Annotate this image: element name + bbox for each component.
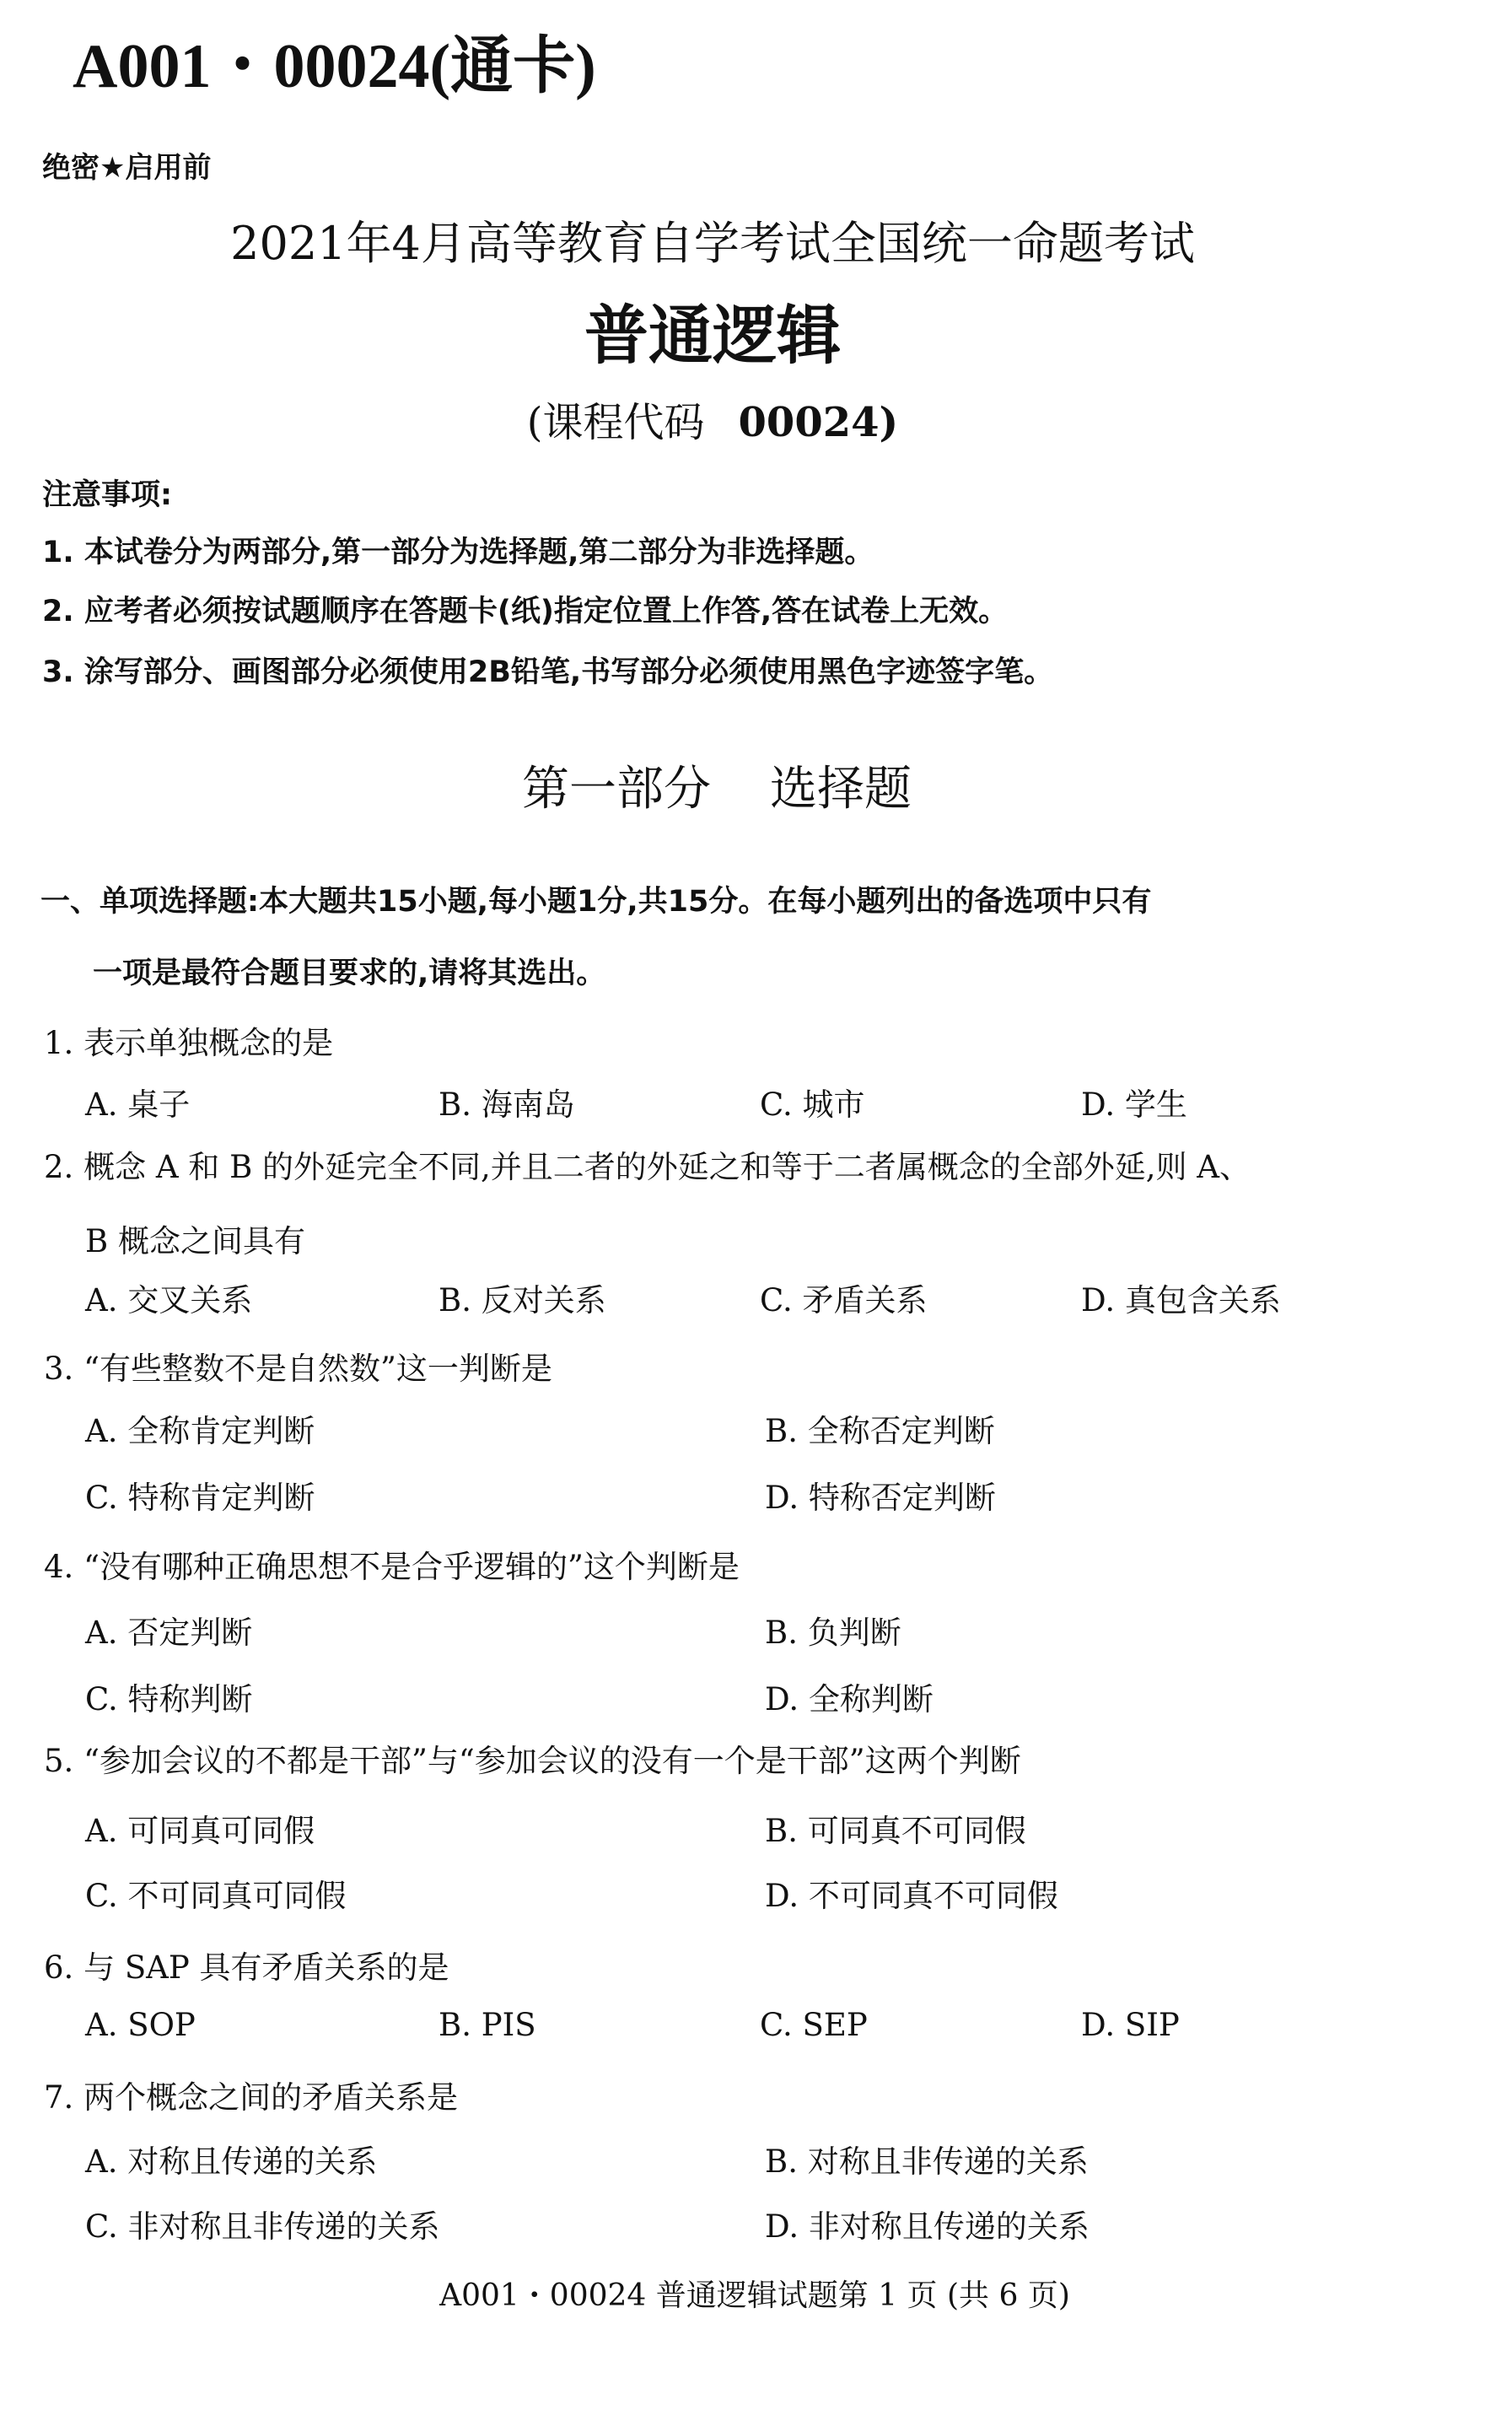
paper-code: A001・00024(通卡) xyxy=(73,32,596,101)
option: C. 矛盾关系 xyxy=(760,1282,928,1318)
option: C. SEP xyxy=(760,2007,868,2043)
option: D. 特称否定判断 xyxy=(765,1480,996,1516)
note-item: 2. 应考者必须按试题顺序在答题卡(纸)指定位置上作答,答在试卷上无效。 xyxy=(42,595,1009,628)
question-stem-cont: B 概念之间具有 xyxy=(85,1223,305,1259)
option: D. 不可同真不可同假 xyxy=(765,1878,1058,1914)
option: C. 特称判断 xyxy=(85,1681,253,1717)
subject-title: 普通逻辑 xyxy=(584,298,841,373)
page-footer: A001・00024 普通逻辑试题第 1 页 (共 6 页) xyxy=(439,2278,1070,2313)
option: B. PIS xyxy=(439,2007,536,2043)
option: D. 非对称且传递的关系 xyxy=(765,2208,1090,2245)
option: D. SIP xyxy=(1081,2007,1180,2043)
part-label: 第一部分 xyxy=(522,762,711,817)
secret-label: 绝密★启用前 xyxy=(42,151,212,185)
option: C. 特称肯定判断 xyxy=(85,1480,315,1516)
option: B. 海南岛 xyxy=(439,1086,575,1123)
option: D. 全称判断 xyxy=(765,1681,934,1717)
option: D. 学生 xyxy=(1081,1086,1187,1123)
option: B. 全称否定判断 xyxy=(765,1413,995,1449)
part-title: 选择题 xyxy=(770,762,912,817)
question-stem: 1. 表示单独概念的是 xyxy=(44,1025,334,1061)
option: A. SOP xyxy=(85,2007,196,2043)
question-stem: 3. “有些整数不是自然数”这一判断是 xyxy=(44,1351,552,1387)
option: C. 城市 xyxy=(760,1086,865,1123)
course-code xyxy=(0,399,1425,446)
exam-title: 2021年4月高等教育自学考试全国统一命题考试 xyxy=(230,217,1195,270)
section-instructions: 一、单项选择题:本大题共15小题,每小题1分,共15分。在每小题列出的备选项中只有 xyxy=(40,885,1152,919)
question-stem: 5. “参加会议的不都是干部”与“参加会议的没有一个是干部”这两个判断 xyxy=(44,1743,1021,1779)
option: A. 全称肯定判断 xyxy=(85,1413,315,1449)
option: C. 不可同真可同假 xyxy=(85,1878,347,1914)
option: B. 对称且非传递的关系 xyxy=(765,2143,1089,2180)
question-stem: 2. 概念 A 和 B 的外延完全不同,并且二者的外延之和等于二者属概念的全部外延,则 A、 xyxy=(44,1149,1251,1185)
note-item: 3. 涂写部分、画图部分必须使用2B铅笔,书写部分必须使用黑色字迹签字笔。 xyxy=(42,655,1054,689)
option: A. 否定判断 xyxy=(85,1615,253,1651)
question-stem: 6. 与 SAP 具有矛盾关系的是 xyxy=(44,1949,449,1986)
option: B. 可同真不可同假 xyxy=(765,1813,1026,1849)
course-label: (课程代码 xyxy=(526,399,705,446)
option: B. 负判断 xyxy=(765,1615,901,1651)
option: D. 真包含关系 xyxy=(1081,1282,1281,1318)
option: A. 交叉关系 xyxy=(85,1282,253,1318)
option: A. 桌子 xyxy=(85,1086,191,1123)
notes-title: 注意事项: xyxy=(42,478,172,512)
note-item: 1. 本试卷分为两部分,第一部分为选择题,第二部分为非选择题。 xyxy=(42,536,874,569)
question-stem: 4. “没有哪种正确思想不是合乎逻辑的”这个判断是 xyxy=(44,1549,740,1585)
option: C. 非对称且非传递的关系 xyxy=(85,2208,440,2245)
question-stem: 7. 两个概念之间的矛盾关系是 xyxy=(44,2079,459,2116)
part-heading xyxy=(0,762,1434,817)
section-instructions-cont: 一项是最符合题目要求的,请将其选出。 xyxy=(93,957,606,990)
option: B. 反对关系 xyxy=(439,1282,606,1318)
option: A. 可同真可同假 xyxy=(85,1813,315,1849)
course-number: 00024) xyxy=(738,399,899,446)
option: A. 对称且传递的关系 xyxy=(85,2143,378,2180)
